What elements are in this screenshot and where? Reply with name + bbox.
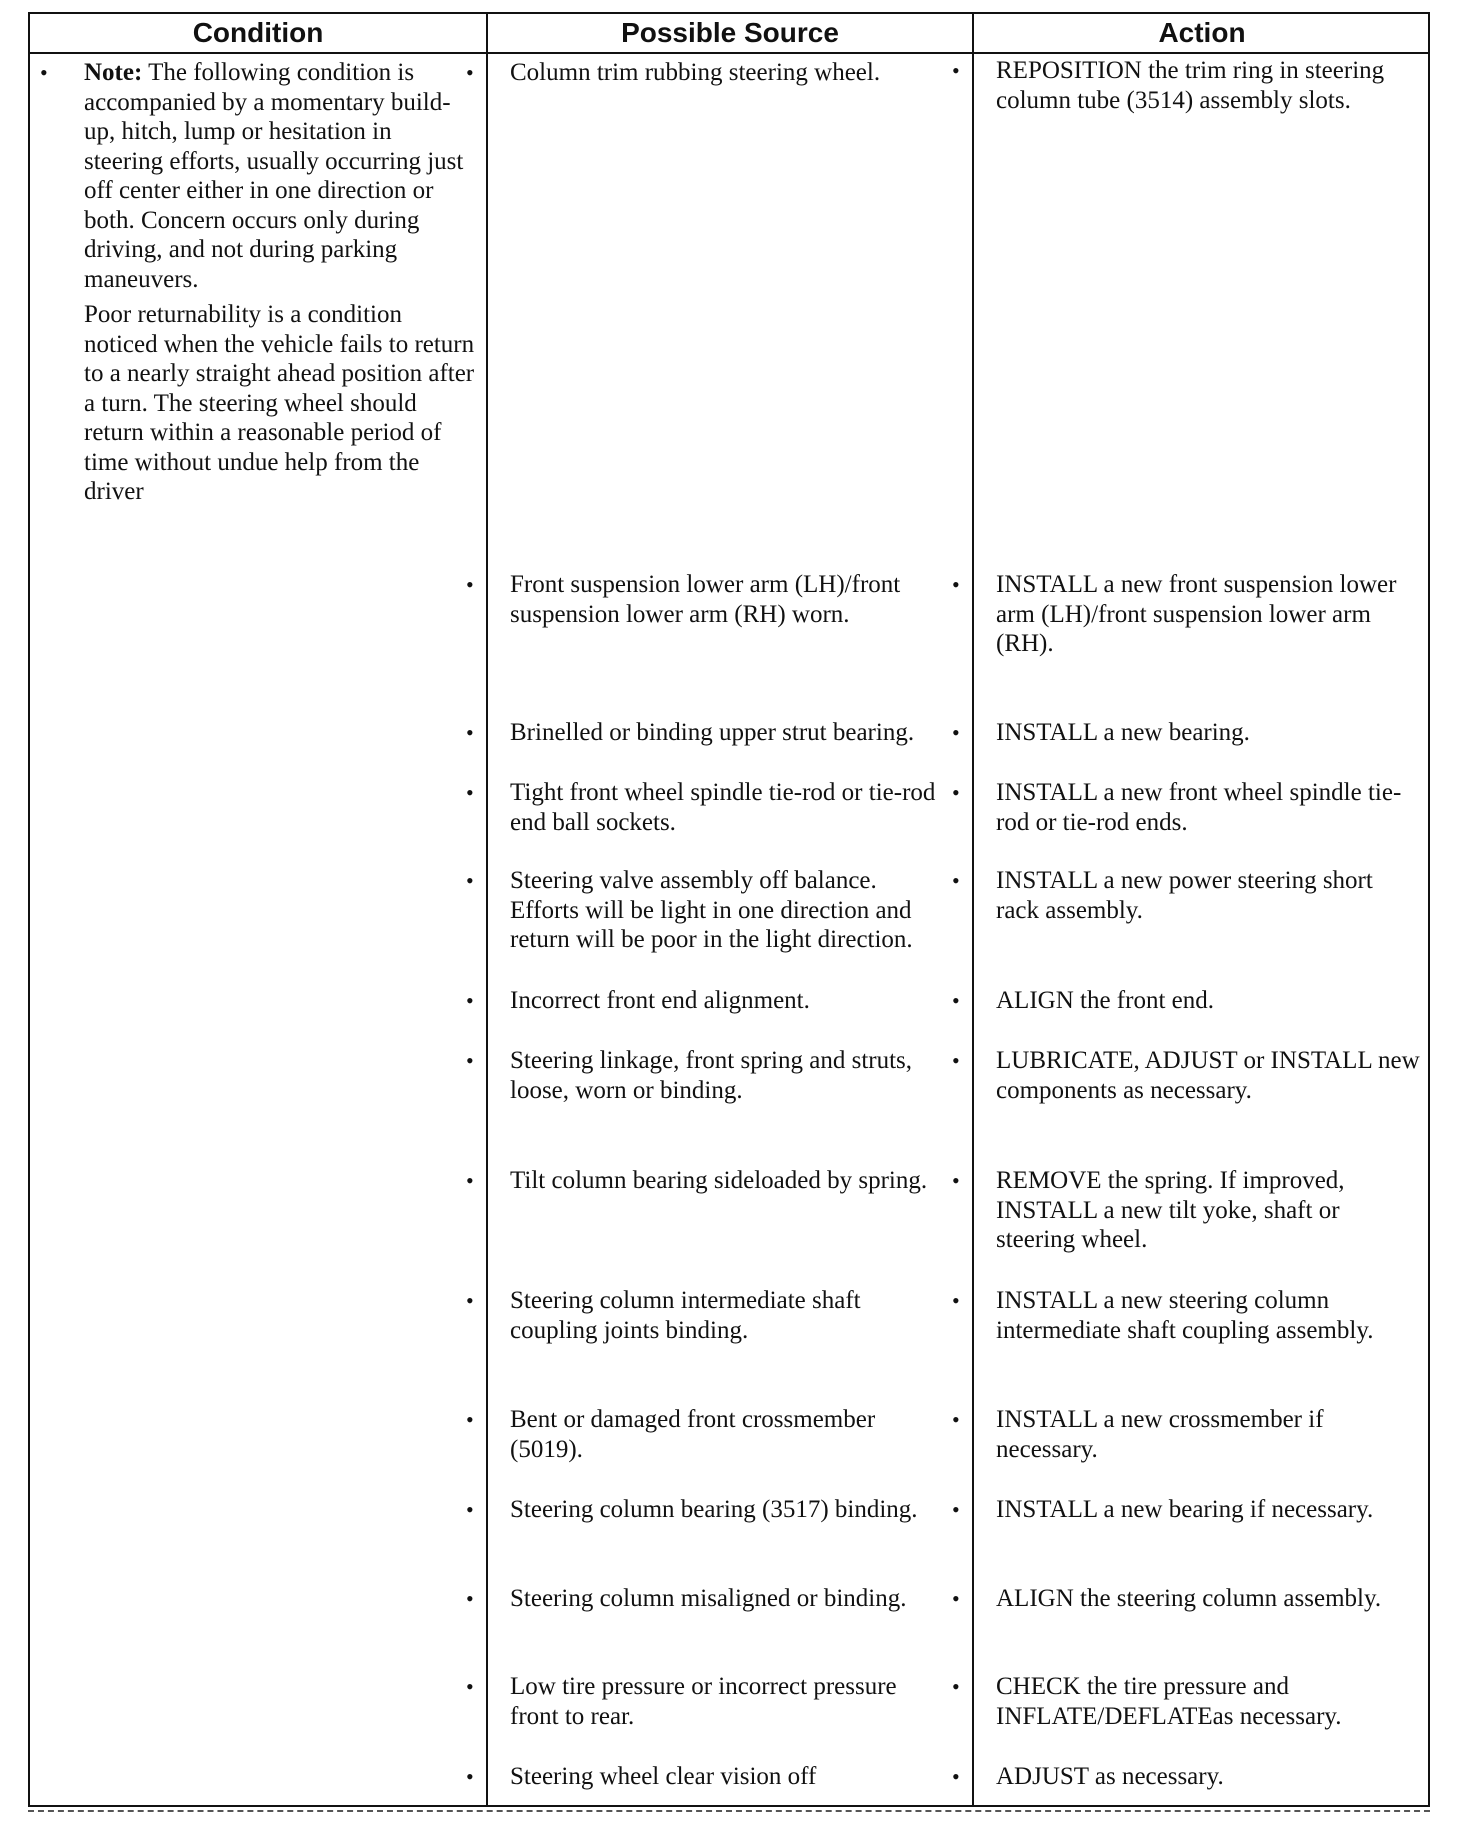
source-text: Steering valve assembly off balance. Efforts will be light in one direction and return will be poor in the light direction. (510, 867, 913, 953)
bullet-icon: • (40, 60, 48, 85)
source-text: Incorrect front end alignment. (510, 987, 810, 1014)
note-text: The following condition is accompanied by a momentary build-up, hitch, lump or hesitation in steering efforts, usually occurring just off center either in one direction or both. Concern occurs only during driving, and not during parking maneuvers. (84, 59, 464, 293)
condition-text (84, 58, 476, 507)
column-divider (486, 14, 488, 1805)
bullet-icon: • (466, 1764, 474, 1789)
bullet-icon: • (952, 58, 960, 83)
bullet-icon: • (466, 1674, 474, 1699)
bullet-icon: • (466, 1586, 474, 1611)
bullet-icon: • (952, 988, 960, 1013)
source-text: Steering column misaligned or binding. (510, 1585, 907, 1612)
bullet-icon: • (952, 780, 960, 805)
bullet-icon: • (952, 720, 960, 745)
bullet-icon: • (466, 988, 474, 1013)
bullet-icon: • (952, 572, 960, 597)
condition-note (84, 58, 476, 294)
bullet-icon: • (466, 1048, 474, 1073)
bullet-icon: • (466, 1407, 474, 1432)
header-condition: Condition (192, 17, 324, 48)
action-text: REMOVE the spring. If improved, INSTALL a new tilt yoke, shaft or steering wheel. (996, 1167, 1345, 1253)
bullet-icon: • (466, 1168, 474, 1193)
bullet-icon: • (466, 60, 474, 85)
condition-cell (40, 58, 476, 507)
action-text: ADJUST as necessary. (996, 1763, 1224, 1790)
source-text: Tilt column bearing sideloaded by spring. (510, 1167, 928, 1194)
note-label: Note: (84, 59, 143, 86)
source-text: Low tire pressure or incorrect pressure front to rear. (510, 1673, 897, 1730)
action-text: INSTALL a new crossmember if necessary. (996, 1406, 1324, 1463)
source-text: Column trim rubbing steering wheel. (510, 59, 881, 86)
bullet-icon: • (952, 868, 960, 893)
action-text: INSTALL a new front wheel spindle tie-rod or tie-rod ends. (996, 779, 1402, 836)
bullet-icon: • (466, 868, 474, 893)
bullet-icon: • (952, 1168, 960, 1193)
action-text: INSTALL a new power steering short rack assembly. (996, 867, 1373, 924)
action-text: INSTALL a new steering column intermediate shaft coupling assembly. (996, 1287, 1374, 1344)
page-bottom-edge (28, 1810, 1430, 1812)
bullet-icon: • (466, 572, 474, 597)
action-text: ALIGN the front end. (996, 987, 1214, 1014)
condition-paragraph: Poor returnability is a condition noticed when the vehicle fails to return to a nearly straight ahead position after a turn. The steering wheel should return within a reasonable period of time without undue help from the driver (84, 301, 475, 505)
header-possible-source: Possible Source (621, 17, 839, 48)
source-text: Front suspension lower arm (LH)/front suspension lower arm (RH) worn. (510, 571, 901, 628)
action-text: INSTALL a new bearing. (996, 719, 1250, 746)
table-header (30, 14, 1428, 54)
source-text: Tight front wheel spindle tie-rod or tie-rod end ball sockets. (510, 779, 936, 836)
source-text: Steering wheel clear vision off (510, 1763, 817, 1790)
header-action: Action (1158, 17, 1246, 48)
source-text: Steering column bearing (3517) binding. (510, 1496, 918, 1523)
action-text: CHECK the tire pressure and INFLATE/DEFLATEas necessary. (996, 1673, 1342, 1730)
action-text: ALIGN the steering column assembly. (996, 1585, 1382, 1612)
bullet-icon: • (952, 1586, 960, 1611)
action-text: LUBRICATE, ADJUST or INSTALL new components as necessary. (996, 1047, 1420, 1104)
source-text: Brinelled or binding upper strut bearing. (510, 719, 915, 746)
bullet-icon: • (952, 1674, 960, 1699)
source-text: Steering column intermediate shaft coupling joints binding. (510, 1287, 861, 1344)
bullet-icon: • (952, 1764, 960, 1789)
action-text: REPOSITION the trim ring in steering column tube (3514) assembly slots. (996, 57, 1385, 114)
bullet-icon: • (952, 1288, 960, 1313)
bullet-icon: • (952, 1048, 960, 1073)
source-text: Steering linkage, front spring and struts, loose, worn or binding. (510, 1047, 913, 1104)
column-divider (972, 14, 974, 1805)
source-text: Bent or damaged front crossmember (5019). (510, 1406, 876, 1463)
action-text: INSTALL a new front suspension lower arm (LH)/front suspension lower arm (RH). (996, 571, 1397, 657)
bullet-icon: • (466, 1497, 474, 1522)
bullet-icon: • (952, 1497, 960, 1522)
bullet-icon: • (952, 1407, 960, 1432)
bullet-icon: • (466, 720, 474, 745)
bullet-icon: • (466, 780, 474, 805)
bullet-icon: • (466, 1288, 474, 1313)
action-text: INSTALL a new bearing if necessary. (996, 1496, 1374, 1523)
